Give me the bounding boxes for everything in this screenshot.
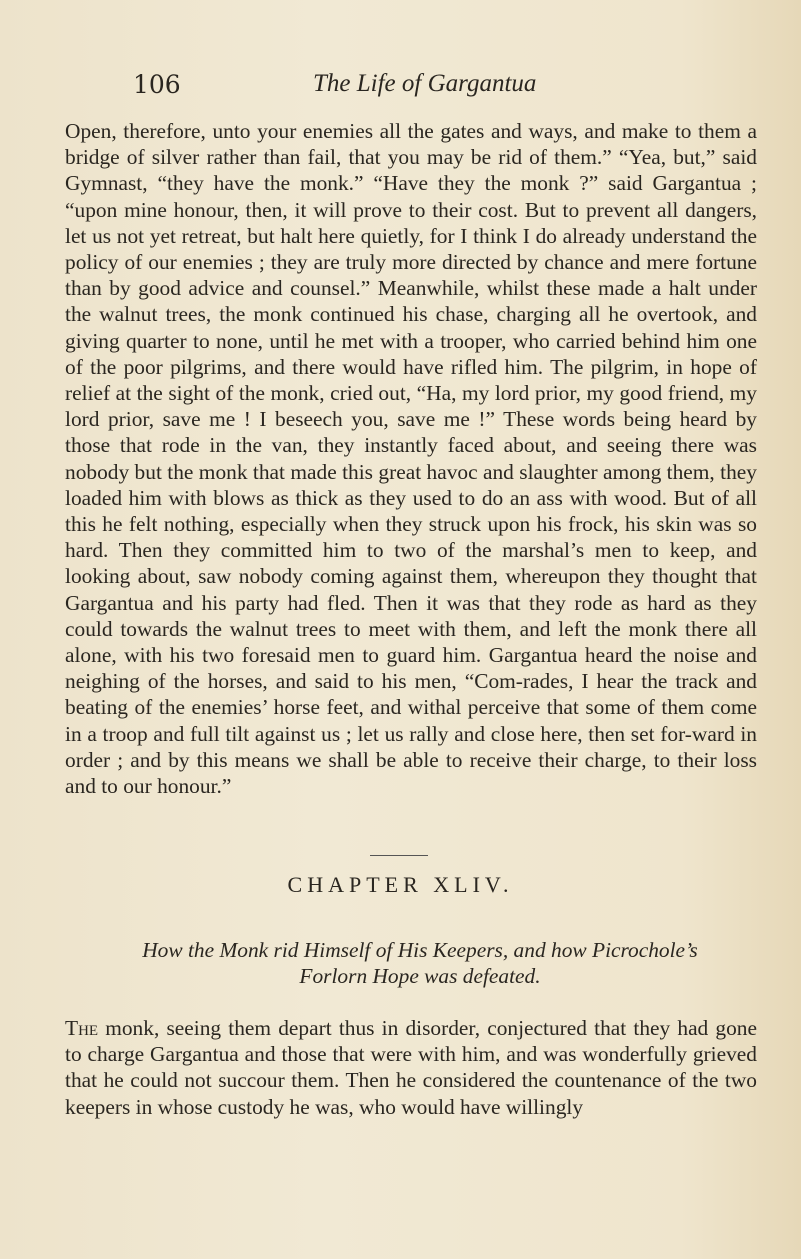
body-paragraph: Open, therefore, unto your enemies all the gates and ways, and make to them a bridge of silver rather than fail, that you may be rid of them.” “Yea, but,” said Gymnast, “they have the monk.” “Have they the monk ?” said Gargantua ; “upon mine honour, then, it will prove to their cost. But to prevent all dangers, let us not yet retreat, but halt here quietly, for I think I do already understand the policy of our enemies ; they are truly more directed by chance and mere fortune than by good advice and counsel.” Meanwhile, whilst these made a halt under the walnut trees, the monk continued his chase, charging all he overtook, and giving quarter to none, until he met with a trooper, who carried behind him one of the poor pilgrims, and there would have rifled him. The pilgrim, in hope of relief at the sight of the monk, cried out, “Ha, my lord prior, my good friend, my lord prior, save me ! I beseech you, save me !” These words being heard by those that rode in the van, they instantly faced about, and seeing there was nobody but the monk that made this great havoc and slaughter among them, they loaded him with blows as thick as they used to do an ass with wood. But of all this he felt nothing, especially when they struck upon his frock, his skin was so hard. Then they committed him to two of the marshal’s men to keep, and looking about, saw nobody coming against them, whereupon they thought that Gargantua and his party had fled. Then it was that they rode as hard as they could towards the walnut trees to meet with them, and left the monk there all alone, with his two foresaid men to guard him. Gargantua heard the noise and neighing of the horses, and said to his men, “Com-rades, I hear the track and beating of the enemies’ horse feet, and withal perceive that some of them come in a troop and full tilt against us ; let us rally and close here, then set for-ward in order ; and by this means we shall be able to receive their charge, to their loss and to our honour.” [65,119,757,799]
chapter-title: CHAPTER XLIV. [287,872,514,897]
running-title: The Life of Gargantua [313,70,537,97]
chapter-paragraph-text: monk, seeing them depart thus in disorder, conjectured that they had gone to charge Gargantua and those that were with him, and was wonderfully grieved that he could not succour them. Then he considered the countenance of the two keepers in whose custody he was, who would have willingly [65,1016,757,1119]
section-divider [370,855,428,856]
chapter-subtitle: How the Monk rid Himself of His Keepers, and how Picrochole’s Forlorn Hope was defeated. [142,938,698,988]
page-number: 106 [133,70,181,99]
chapter-paragraph [65,1015,757,1120]
chapter-lead-word: The [65,1016,99,1040]
page-header [133,70,693,110]
